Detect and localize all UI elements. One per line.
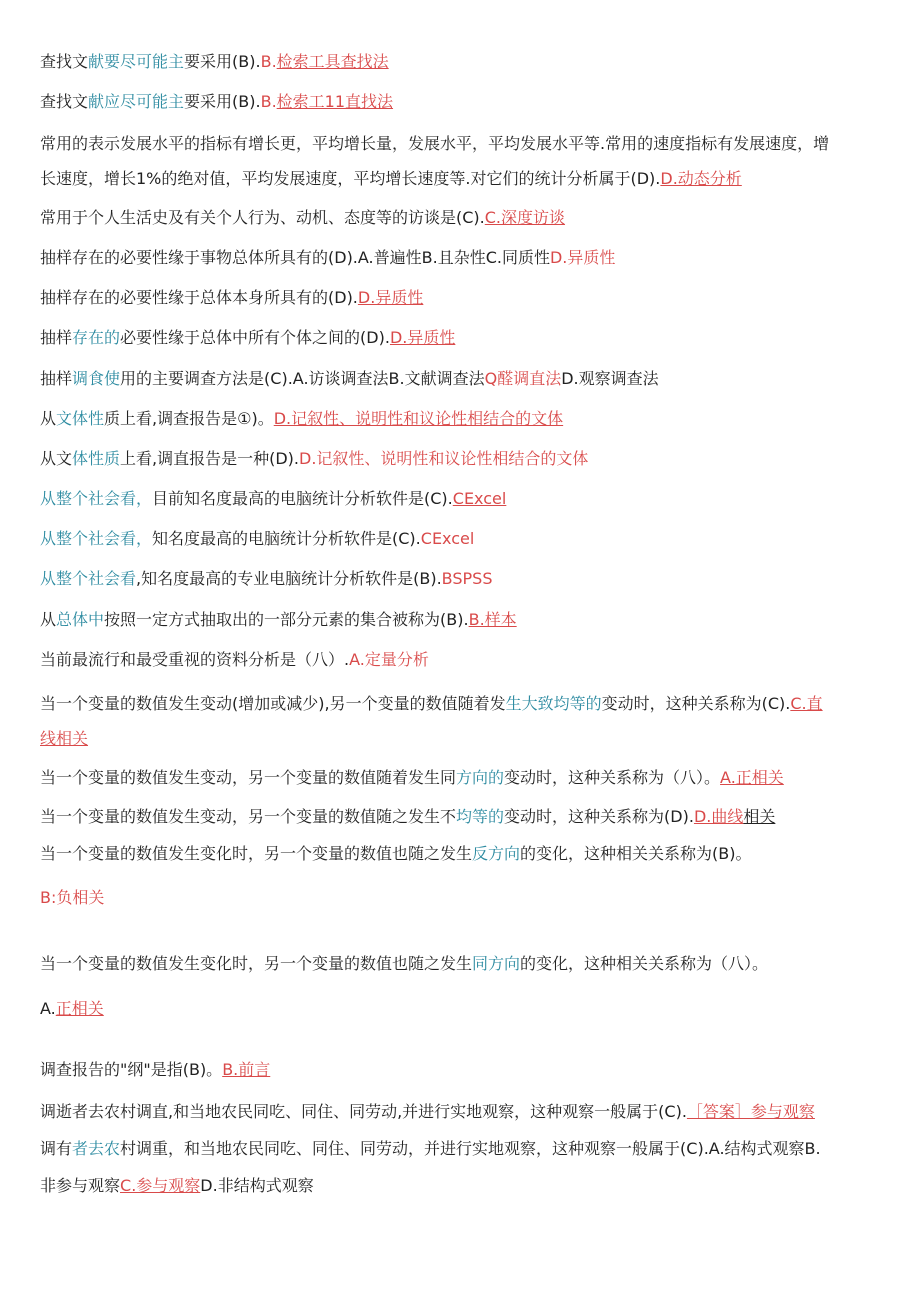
text-line xyxy=(40,567,880,591)
text-segment: 从文 xyxy=(40,449,73,468)
answer-text: B:负相关 xyxy=(40,888,105,907)
answer-text: Q醛调直法 xyxy=(484,369,562,388)
text-line xyxy=(40,326,880,350)
highlight-text: 存在的 xyxy=(72,328,121,347)
text-segment: 抽样存在的必要性缘于事物总体所具有的(D).A.普遍性B.且杂性C.同质性 xyxy=(40,248,550,267)
answer-text: D.记叙性、说明性和议论性相结合的文体 xyxy=(299,449,589,468)
answer-text: B.前言 xyxy=(222,1060,271,1079)
text-line xyxy=(40,997,880,1021)
text-segment: 的变化，这种相关关系称为(B)。 xyxy=(520,844,752,863)
text-segment: D.非结构式观察 xyxy=(200,1176,314,1195)
text-line xyxy=(40,132,880,156)
text-segment: 按照一定方式抽取出的一部分元素的集合被称为(B). xyxy=(104,610,469,629)
text-line xyxy=(40,805,880,829)
text-segment: 当一个变量的数值发生变动，另一个变量的数值随着发生同 xyxy=(40,768,457,787)
highlight-text: 同方向 xyxy=(472,954,521,973)
text-segment: A. xyxy=(40,999,56,1018)
text-segment: 抽样存在的必要性缘于总体本身所具有的(D). xyxy=(40,288,358,307)
answer-text: 线相关 xyxy=(40,729,89,748)
highlight-text: 调食使 xyxy=(72,369,121,388)
text-segment: 用的主要调查方法是(C).A.访谈调查法B.文献调查法 xyxy=(120,369,485,388)
answer-text: CExcel xyxy=(452,489,507,508)
text-segment: 知名度最高的电脑统计分析软件是(C). xyxy=(152,529,421,548)
answer-text: D.异质性 xyxy=(389,328,456,347)
text-segment: 从 xyxy=(40,610,57,629)
text-segment: 变动时，这种关系称为(D). xyxy=(504,807,694,826)
text-segment: ,知名度最高的专业电脑统计分析软件是(B). xyxy=(136,569,442,588)
answer-text: C.参与观察 xyxy=(120,1176,201,1195)
answer-text: ［答案］参与观察 xyxy=(686,1102,815,1121)
text-line xyxy=(40,1100,880,1124)
answer-text: D.记叙性、说明性和议论性相结合的文体 xyxy=(273,409,564,428)
text-segment: 村调重，和当地农民同吃、同住、同劳动，并进行实地观察，这种观察一般属于(C).A.结构式观察B. xyxy=(120,1139,821,1158)
answer-text: C.直 xyxy=(790,694,823,713)
text-segment: 从 xyxy=(40,409,57,428)
highlight-text: 从整个社会看， xyxy=(40,489,153,508)
text-line xyxy=(40,727,880,751)
answer-text: A.正相关 xyxy=(720,768,784,787)
text-segment: 当一个变量的数值发生变动(增加或减少),另一个变量的数值随着发 xyxy=(40,694,506,713)
text-segment: 质上看,调查报告是①)。 xyxy=(104,409,274,428)
text-line xyxy=(40,608,880,632)
text-segment: 目前知名度最高的电脑统计分析软件是(C). xyxy=(152,489,453,508)
text-segment: 长速度，增长1%的绝对值，平均发展速度，平均增长速度等.对它们的统计分析属于(D). xyxy=(40,169,661,188)
text-segment: 的变化，这种相关关系称为（八）。 xyxy=(520,954,769,973)
text-line xyxy=(40,286,880,310)
text-segment: 上看,调直报告是一种(D). xyxy=(120,449,300,468)
text-line xyxy=(40,1174,880,1198)
text-line xyxy=(40,246,880,270)
text-segment: 查找文 xyxy=(40,92,89,111)
text-line xyxy=(40,487,880,511)
highlight-text: 献要尽可能主 xyxy=(88,52,185,71)
text-segment: 当一个变量的数值发生变化时，另一个变量的数值也随之发生 xyxy=(40,844,473,863)
highlight-text: 反方向 xyxy=(472,844,521,863)
text-segment: 必要性缘于总体中所有个体之间的(D). xyxy=(120,328,390,347)
answer-text: BSPSS xyxy=(441,569,493,588)
text-segment: 变动时，这种关系称为（八）。 xyxy=(504,768,721,787)
highlight-text: 总体中 xyxy=(56,610,105,629)
answer-text: D.异质性 xyxy=(549,248,616,267)
text-segment: 调逝者去农村调直,和当地农民同吃、同住、同劳动,并进行实地观察，这种观察一般属于(C). xyxy=(40,1102,687,1121)
text-segment: 常用于个人生活史及有关个人行为、动机、态度等的访谈是(C). xyxy=(40,208,485,227)
highlight-text: 生大致均等的 xyxy=(505,694,602,713)
highlight-text: 均等的 xyxy=(456,807,505,826)
text-line xyxy=(40,167,880,191)
text-line xyxy=(40,367,880,391)
answer-text: CExcel xyxy=(420,529,475,548)
text-segment: 变动时，这种关系称为(C). xyxy=(601,694,791,713)
answer-text: D.动态分析 xyxy=(660,169,742,188)
highlight-text: 体性质 xyxy=(72,449,121,468)
text-segment: 当前最流行和最受重视的资料分析是（八）. xyxy=(40,650,350,669)
highlight-text: 献应尽可能主 xyxy=(88,92,185,111)
answer-text: A.定量分析 xyxy=(349,650,429,669)
text-segment: 当一个变量的数值发生变动，另一个变量的数值随之发生不 xyxy=(40,807,457,826)
answer-text: B. xyxy=(260,52,277,71)
answer-text: B.样本 xyxy=(468,610,517,629)
text-segment: 调有 xyxy=(40,1139,73,1158)
text-segment: 查找文 xyxy=(40,52,89,71)
highlight-text: 文体性 xyxy=(56,409,105,428)
answer-text: D.异质性 xyxy=(357,288,424,307)
text-line xyxy=(40,766,880,790)
text-line xyxy=(40,1137,880,1161)
text-line xyxy=(40,952,880,976)
highlight-text: 方向的 xyxy=(456,768,505,787)
answer-text: 检索工11直找法 xyxy=(276,92,394,111)
answer-text: D.曲线 xyxy=(693,807,744,826)
answer-text: 正相关 xyxy=(55,999,104,1018)
text-segment: 当一个变量的数值发生变化时，另一个变量的数值也随之发生 xyxy=(40,954,473,973)
text-line xyxy=(40,407,880,431)
highlight-text: 从整个社会看 xyxy=(40,569,137,588)
text-line xyxy=(40,90,880,114)
text-line xyxy=(40,527,880,551)
highlight-text: 从整个社会看， xyxy=(40,529,153,548)
text-line xyxy=(40,206,880,230)
text-segment: 非参与观察 xyxy=(40,1176,121,1195)
text-line xyxy=(40,50,880,74)
text-segment: 要采用(B). xyxy=(184,52,261,71)
text-segment: 调查报告的"纲"是指(B)。 xyxy=(40,1060,223,1079)
text-segment: 要采用(B). xyxy=(184,92,261,111)
text-segment: 抽样 xyxy=(40,328,73,347)
text-line xyxy=(40,648,880,672)
text-segment: 抽样 xyxy=(40,369,73,388)
answer-text: C.深度访谈 xyxy=(484,208,566,227)
highlight-text: 者去农 xyxy=(72,1139,121,1158)
text-segment: 常用的表示发展水平的指标有增长更，平均增长量，发展水平，平均发展水平等.常用的速度指标有发展速度，增 xyxy=(40,134,830,153)
text-line xyxy=(40,1058,880,1082)
text-segment: 相关 xyxy=(743,807,776,826)
text-segment: D.观察调查法 xyxy=(561,369,659,388)
answer-text: 检索工具查找法 xyxy=(276,52,389,71)
text-line xyxy=(40,886,880,910)
answer-text: B. xyxy=(260,92,277,111)
text-line xyxy=(40,842,880,866)
text-line xyxy=(40,447,880,471)
text-line xyxy=(40,692,880,716)
